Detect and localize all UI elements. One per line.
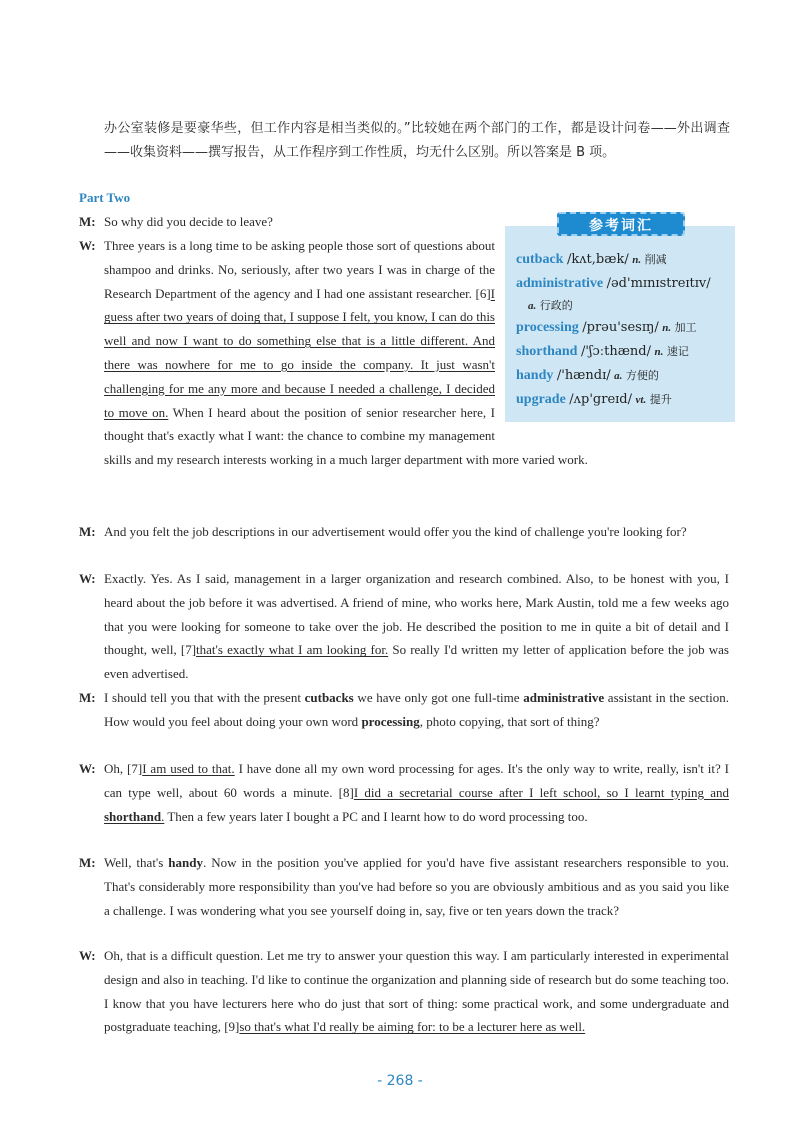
vocab-word: cutback <box>516 252 564 267</box>
turn-text <box>104 686 729 734</box>
vocab-ipa: /ʌp'greɪd/ <box>569 392 633 407</box>
dialogue-turn <box>79 757 729 828</box>
vocab-ipa: /əd'mɪnɪstreɪtɪv/ <box>606 276 711 291</box>
dialogue-turn <box>79 944 729 1039</box>
vocab-highlight: processing <box>361 713 420 729</box>
turn-text: And you felt the job descriptions in our advertisement would offer you the kind of challenge you're looking for? <box>104 524 687 539</box>
turn-text-part: Well, that's <box>104 855 169 870</box>
vocab-ipa: /'hændɪ/ <box>556 368 611 383</box>
dialogue-turn <box>79 851 729 922</box>
vocab-word: processing <box>516 320 579 335</box>
speaker-label: W: <box>79 761 96 776</box>
dialogue-turn <box>79 686 729 734</box>
vocab-highlight: handy <box>168 855 203 870</box>
vocab-word: handy <box>516 368 554 383</box>
vocab-meaning: 速记 <box>666 345 689 358</box>
turn-text-part: Oh, [7] <box>104 761 143 776</box>
underlined-answer: so that's what I'd really be aiming for: to be a lecturer here as well. <box>239 1019 586 1035</box>
dialogue-turn <box>79 520 729 544</box>
float-spacer <box>495 234 729 434</box>
vocab-word: shorthand <box>516 344 578 359</box>
turn-text <box>104 851 729 922</box>
turn-text-part: Then a few years later I bought a PC and I learnt how to do word processing too. <box>164 808 588 824</box>
underlined-answer: I guess after two years of doing that, I suppose I felt, you know, I can do this well and now I want to do something else that is a little different. And there was nowhere for me to go inside the company. It just wasn't challenging for me any more and because I needed a challenge, I decided to move on. <box>104 285 495 420</box>
turn-text <box>104 944 729 1039</box>
speaker-label: W: <box>79 238 96 253</box>
vocab-highlight: shorthand <box>104 808 162 824</box>
turn-text-part: When I heard about the position of senior researcher here, I thought that's exactly what I want: the chance to combine my management skills and my research interests working in a much larger department with more varied work. <box>104 404 588 468</box>
page-number: - 268 - <box>377 1073 423 1089</box>
vocab-ipa: /kʌt,bæk/ <box>566 252 629 267</box>
vocab-meaning: 方便的 <box>625 369 659 382</box>
turn-text <box>104 567 729 686</box>
vocab-pos: vt. <box>635 394 647 406</box>
turn-text-part: Exactly. Yes. As I said, management in a larger organization and research combined. Also, to be honest with you, I heard about the job before it was advertised. A friend of mine, who works here, Mark Austin, told me a few weeks ago that you were looking for someone to take over the job. He described the position to me in quite a bit of detail and I thought, well, [7] <box>104 571 729 658</box>
dialogue-turn <box>79 234 729 472</box>
vocab-ipa: /prəu'sesɪŋ/ <box>582 320 659 335</box>
part-title: Part Two <box>79 190 131 205</box>
vocab-word: administrative <box>516 276 604 291</box>
dialogue-turn <box>79 210 729 234</box>
underlined-answer: I am used to that. <box>142 761 235 776</box>
vocab-pos: n. <box>662 322 672 334</box>
vocab-pos: n. <box>654 346 664 358</box>
vocab-pos: a. <box>528 300 537 312</box>
dialogue-turn <box>79 567 729 686</box>
speaker-label: M: <box>79 524 96 539</box>
speaker-label: W: <box>79 571 96 586</box>
vocab-word: upgrade <box>516 392 566 407</box>
vocab-highlight: administrative <box>523 690 605 705</box>
turn-text: So why did you decide to leave? <box>104 214 273 229</box>
speaker-label: W: <box>79 948 96 963</box>
turn-text <box>104 757 729 828</box>
vocab-pos: a. <box>614 370 623 382</box>
vocabulary-title: 参考词汇 <box>557 212 685 236</box>
speaker-label: M: <box>79 855 96 870</box>
vocab-meaning: 加工 <box>674 321 697 334</box>
turn-text-part: Oh, that is a difficult question. Let me try to answer your question this way. I am particularly interested in experimental design and also in teaching. I'd like to continue the organization and planning side of research but do some teaching too. I know that you have lecturers here who do just that sort of thing: some practical work, and some undergraduate and postgraduate teaching, [9] <box>104 948 729 1035</box>
underlined-answer: . <box>161 808 165 824</box>
turn-text <box>104 234 729 472</box>
vocab-meaning: 提升 <box>649 393 672 406</box>
speaker-label: M: <box>79 214 96 229</box>
underlined-answer: that's exactly what I am looking for. <box>196 642 389 658</box>
turn-text-part: assistant in the section. How would you feel about doing your own word <box>104 690 729 729</box>
vocab-pos: n. <box>632 254 642 266</box>
vocab-meaning: 削减 <box>644 253 667 266</box>
underlined-answer: I did a secretarial course after I left school, so I learnt typing and <box>353 784 730 800</box>
vocab-meaning: 行政的 <box>539 299 573 312</box>
turn-text-part: we have only got one full-time <box>353 690 524 705</box>
turn-text-part: I have done all my own word processing for ages. It's the only way to write, really, isn't it? I can type well, about 60 words a minute. [8] <box>104 761 729 800</box>
turn-text-part: I should tell you that with the present <box>104 690 305 705</box>
intro-paragraph: 办公室装修是要豪华些，但工作内容是相当类似的。”比较她在两个部门的工作，都是设计问卷——外出调查——收集资料——撰写报告，从工作程序到工作性质，均无什么区别。所以答案是 B 项。 <box>104 121 730 160</box>
turn-text-part: , photo copying, that sort of thing? <box>419 713 600 729</box>
vocab-highlight: cutbacks <box>304 690 354 705</box>
turn-text-part: Three years is a long time to be asking people those sort of questions about shampoo and drinks. No, seriously, after two years I was in charge of the Research Department of the agency and I had one assistant researcher. [6] <box>104 238 495 301</box>
speaker-label: M: <box>79 690 96 705</box>
turn-text-part: . Now in the position you've applied for you'd have five assistant researchers responsible to you. That's considerably more responsibility than you've had before so you are obviously ambitious and as you said you like a challenge. I was wondering what you see yourself doing in, say, five or ten years down the track? <box>104 855 730 918</box>
vocab-ipa: /'ʃɔːthænd/ <box>580 344 652 359</box>
turn-text-part: So really I'd written my letter of application before the job was even advertised. <box>104 642 729 682</box>
